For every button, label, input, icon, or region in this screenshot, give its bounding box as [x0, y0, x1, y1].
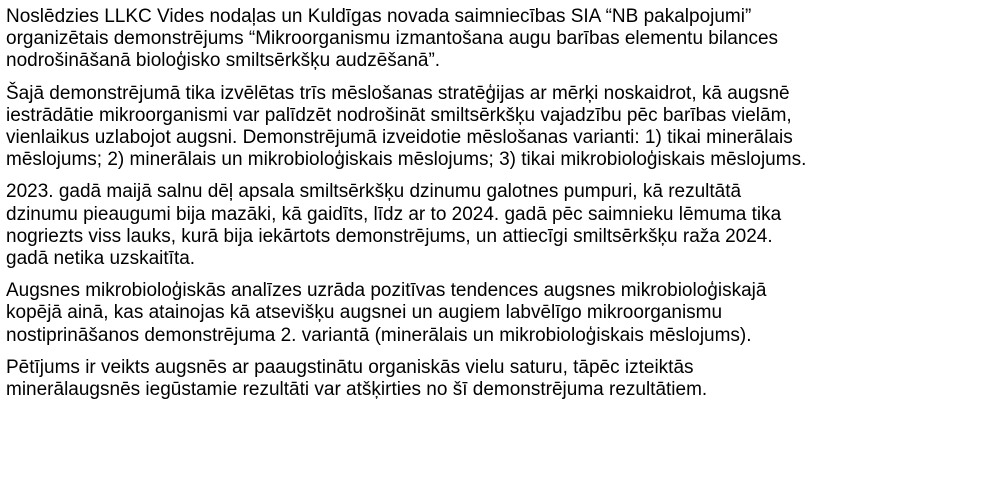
text-line: nostiprināšanos demonstrējuma 2. variantā (minerālais un mikrobioloģiskais mēslojums). [6, 324, 752, 346]
paragraph-4 [6, 280, 1000, 347]
paragraph-3 [6, 181, 1000, 270]
text-line: organizētais demonstrējums “Mikroorganismu izmantošana augu barības elementu bilances [6, 28, 779, 50]
text-line: kopējā ainā, kas atainojas kā atsevišķu augsnei un augiem labvēlīgo mikroorganismu [6, 302, 723, 324]
text-line: Šajā demonstrējumā tika izvēlētas trīs mēslošanas stratēģijas ar mērķi noskaidrot, kā augsnē [6, 82, 790, 104]
text-line: gadā netika uzskaitīta. [6, 248, 196, 270]
text-line: dzinumu pieaugumi bija mazāki, kā gaidīts, līdz ar to 2024. gadā pēc saimnieku lēmuma tika [6, 203, 782, 225]
paragraph-5 [6, 357, 1000, 401]
text-line: Noslēdzies LLKC Vides nodaļas un Kuldīgas novada saimniecības SIA “NB pakalpojumi” [6, 6, 752, 27]
paragraph-1 [6, 6, 1000, 73]
text-line: 2023. gadā maijā salnu dēļ apsala smiltsērkšķu dzinumu galotnes pumpuri, kā rezultātā [6, 181, 742, 203]
text-line: Augsnes mikrobioloģiskās analīzes uzrāda pozitīvas tendences augsnes mikrobioloģiskajā [6, 280, 767, 302]
text-line: iestrādātie mikroorganismi var palīdzēt nodrošināt smiltsērkšķu vajadzību pēc barības vielām, [6, 104, 792, 126]
text-line: minerālaugsnēs iegūstamie rezultāti var atšķirties no šī demonstrējuma rezultātiem. [6, 379, 708, 401]
paragraph-2 [6, 83, 1000, 172]
text-line: Pētījums ir veikts augsnēs ar paaugstinātu organiskās vielu saturu, tāpēc izteiktās [6, 356, 694, 378]
text-line: nodrošināšanā bioloģisko smiltsērkšķu audzēšanā”. [6, 50, 441, 72]
text-line: nogriezts viss lauks, kurā bija iekārtots demonstrējums, un attiecīgi smiltsērkšķu raža 2024. [6, 225, 773, 247]
text-line: mēslojums; 2) minerālais un mikrobioloģiskais mēslojums; 3) tikai mikrobioloģiskais mēslojums. [6, 149, 807, 171]
text-line: vienlaikus uzlabojot augsni. Demonstrējumā izveidotie mēslošanas varianti: 1) tikai minerālais [6, 127, 793, 149]
